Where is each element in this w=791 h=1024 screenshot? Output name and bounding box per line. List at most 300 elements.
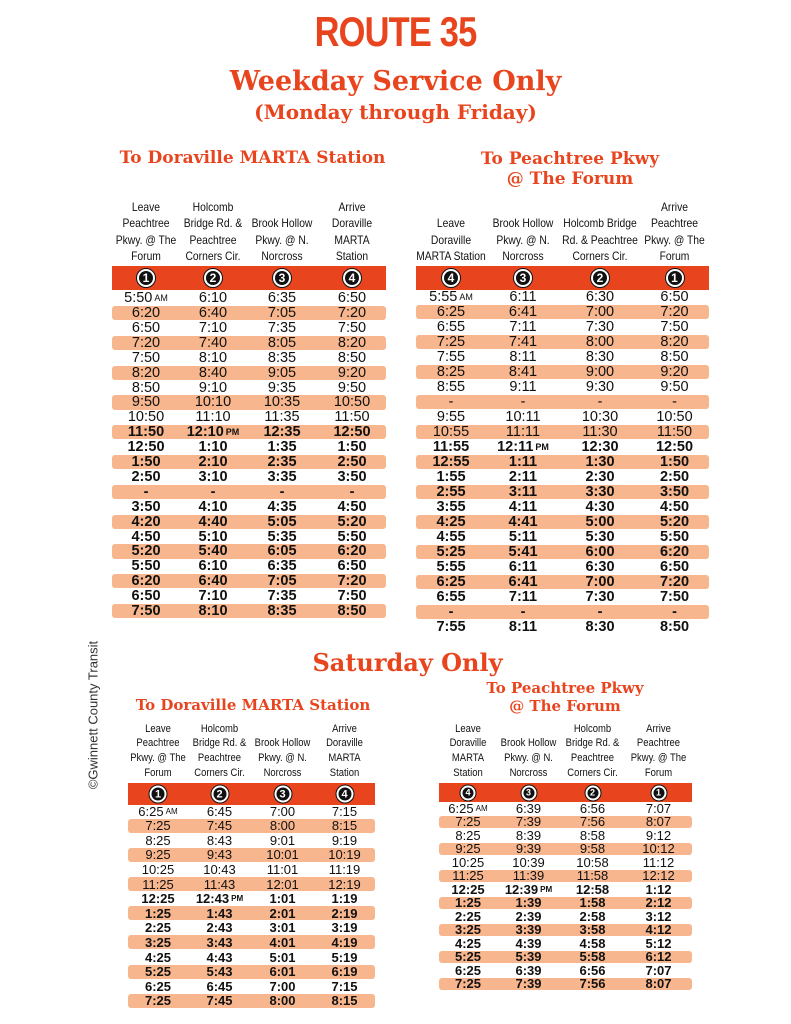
schedule-row	[128, 877, 375, 891]
weekday-heading: Weekday Service Only	[229, 66, 562, 97]
timepoint-bar	[128, 783, 375, 805]
time-cell: 11:19	[328, 861, 361, 877]
time-cell: 9:50	[131, 394, 161, 411]
time-cell: 3:12	[645, 908, 672, 924]
time-cell: 11:50	[334, 409, 370, 426]
schedule-row	[416, 470, 709, 484]
time-cell: 5:20	[659, 514, 690, 531]
time-cell: 5:20	[337, 513, 367, 530]
time-cell: 5:55	[436, 559, 466, 576]
time-cell: 11:58	[576, 868, 609, 884]
time-cell: 1:39	[515, 895, 542, 911]
time-cell: 4:50	[659, 499, 690, 516]
time-cell: 12:50	[333, 424, 371, 441]
time-cell: 5:30	[585, 529, 615, 546]
schedule-row	[416, 380, 709, 394]
time-cell: -	[597, 604, 603, 621]
time-cell: 7:25	[454, 976, 482, 992]
time-cell: 7:10	[198, 319, 228, 336]
timepoint-marker: 1	[650, 784, 667, 801]
time-cell: 8:55	[436, 379, 466, 396]
time-cell: 11:11	[505, 424, 541, 441]
time-cell: 4:50	[337, 498, 367, 515]
time-cell: 7:20	[131, 334, 161, 351]
time-cell: 7:39	[515, 814, 542, 830]
time-cell: 6:55	[436, 319, 466, 336]
timepoint-marker: 3	[513, 268, 533, 288]
time-cell: 6:50	[660, 289, 689, 306]
schedule-row	[112, 544, 386, 558]
time-cell: 9:00	[585, 364, 615, 381]
time-cell: 2:50	[337, 454, 367, 471]
schedule-row	[416, 500, 709, 514]
time-cell: 8:35	[267, 603, 297, 620]
time-cell: 8:50	[131, 379, 161, 396]
time-cell: 7:40	[198, 334, 228, 351]
time-cell: 7:20	[660, 304, 689, 321]
time-cell: 10:30	[581, 409, 619, 426]
schedule-row	[439, 856, 692, 869]
time-cell: 6:20	[131, 573, 161, 590]
schedule-row	[112, 395, 386, 409]
time-cell: 3:39	[515, 922, 542, 938]
schedule-row	[112, 351, 386, 365]
time-cell: 2:30	[585, 469, 615, 486]
time-cell: 4:25	[454, 935, 482, 951]
time-cell: 7:30	[585, 589, 615, 606]
schedule-row	[416, 335, 709, 349]
time-cell: 8:40	[198, 364, 228, 381]
time-cell: 7:55	[436, 619, 466, 636]
time-cell: 9:20	[660, 364, 689, 381]
time-cell: 2:58	[579, 908, 606, 924]
time-cell: 8:25	[436, 364, 466, 381]
time-cell: 3:01	[269, 920, 296, 936]
time-cell: 10:50	[127, 409, 165, 426]
schedule-row	[112, 500, 386, 514]
time-cell: 2:19	[331, 905, 358, 921]
schedule-row	[112, 410, 386, 424]
time-cell: 9:39	[515, 841, 542, 857]
time-cell: 11:01	[266, 861, 299, 877]
time-cell: -	[448, 394, 454, 411]
time-cell: 4:20	[131, 513, 161, 530]
schedule-row	[128, 950, 375, 964]
time-cell: 7:39	[515, 976, 542, 992]
time-cell: 6:19	[331, 964, 358, 980]
time-cell: 4:39	[515, 935, 542, 951]
time-cell: 3:50	[659, 484, 690, 501]
time-cell: 7:30	[585, 319, 615, 336]
weekday-doraville-direction: To Doraville MARTA Station	[119, 148, 386, 168]
time-cell: 5:20	[131, 543, 161, 560]
time-cell: 6:39	[515, 962, 542, 978]
time-cell: 7:15	[331, 803, 358, 819]
ampm-suffix: PM	[540, 884, 553, 894]
time-cell: 10:50	[656, 409, 693, 426]
time-cell: 6:50	[337, 558, 367, 575]
time-cell: 4:55	[436, 529, 466, 546]
time-cell: 6:50	[659, 559, 690, 576]
schedule-row	[128, 804, 375, 818]
schedule-row	[416, 620, 709, 634]
schedule-row	[416, 440, 709, 454]
time-cell: 12:43 PM	[195, 891, 244, 907]
timepoint-marker: 4	[335, 785, 354, 804]
ampm-suffix: AM	[459, 292, 473, 303]
time-cell: -	[279, 483, 285, 500]
column-header: Leave Doraville MARTA Station	[416, 216, 486, 263]
time-cell: 12:39 PM	[504, 881, 553, 897]
time-cell: 3:30	[585, 484, 615, 501]
time-cell: 8:50	[337, 349, 367, 366]
schedule-row	[439, 978, 692, 991]
schedule-row	[128, 979, 375, 993]
time-cell: 4:58	[579, 935, 606, 951]
time-cell: 12:58	[575, 881, 610, 897]
time-cell: 6:11	[508, 559, 538, 576]
time-cell: 12:50	[655, 439, 694, 456]
time-cell: 6:25	[436, 574, 466, 591]
ampm-suffix: AM	[154, 293, 168, 304]
time-cell: 7:45	[206, 993, 233, 1009]
time-cell: 5:50	[337, 528, 367, 545]
time-cell: 2:25	[144, 920, 172, 936]
time-cell: 3:58	[579, 922, 606, 938]
weekday-subheading: (Monday through Friday)	[254, 100, 537, 124]
time-cell: 8:00	[585, 334, 615, 351]
timepoint-marker: 3	[520, 784, 537, 801]
time-cell: 7:00	[585, 304, 615, 321]
column-header: Arrive Peachtree Pkwy. @ The Forum	[630, 722, 687, 780]
time-cell: 6:25	[454, 962, 482, 978]
time-cell: 4:12	[645, 922, 672, 938]
time-cell: 10:43	[203, 861, 236, 877]
schedule-row	[112, 574, 386, 588]
saturday-forum-direction: To Peachtree Pkwy @ The Forum	[486, 679, 644, 715]
time-cell: 4:10	[198, 498, 228, 515]
time-cell: 6:05	[267, 543, 297, 560]
time-cell: 1:19	[331, 891, 358, 907]
time-cell: 6:35	[267, 290, 297, 307]
time-cell: 2:12	[645, 895, 672, 911]
time-cell: 2:55	[436, 484, 466, 501]
time-cell: 7:25	[436, 334, 466, 351]
schedule-row	[416, 560, 709, 574]
time-cell: 8:50	[337, 603, 367, 620]
time-cell: 5:10	[198, 528, 228, 545]
time-cell: 10:10	[194, 394, 232, 411]
column-header: Leave Peachtree Pkwy. @ The Forum	[115, 200, 177, 263]
time-cell: 7:20	[337, 573, 367, 590]
schedule-row	[439, 964, 692, 977]
ampm-suffix: AM	[475, 803, 488, 813]
time-cell: 8:20	[337, 334, 367, 351]
time-cell: 5:05	[267, 513, 297, 530]
schedule-row	[112, 470, 386, 484]
time-cell: 9:11	[509, 379, 537, 396]
time-cell: 7:20	[659, 574, 690, 591]
time-cell: 6:45	[206, 978, 233, 994]
column-header: Holcomb Bridge Rd. & Peachtree Corners Cir.	[562, 216, 638, 263]
time-cell: 4:43	[206, 949, 233, 965]
time-cell: 7:00	[269, 803, 296, 819]
time-cell: 6:30	[585, 559, 615, 576]
route-title: ROUTE 35	[314, 8, 477, 55]
time-cell: 8:35	[267, 349, 297, 366]
time-cell: 5:58	[579, 949, 606, 965]
time-cell: 7:07	[645, 800, 672, 816]
schedule-row	[128, 935, 375, 949]
time-cell: 5:12	[645, 935, 672, 951]
column-header: Leave Doraville MARTA Station	[449, 722, 487, 780]
time-cell: -	[349, 483, 355, 500]
time-cell: 4:40	[198, 513, 228, 530]
schedule-row	[128, 994, 375, 1008]
time-cell: 2:01	[269, 905, 296, 921]
timepoint-bar	[439, 783, 692, 802]
time-cell: 10:19	[328, 847, 361, 863]
timepoint-marker: 4	[441, 268, 461, 288]
time-cell: 8:25	[455, 827, 481, 843]
time-cell: -	[520, 604, 526, 621]
time-cell: 12:50	[127, 439, 165, 456]
time-cell: 6:50	[337, 290, 367, 307]
column-header: Brook Hollow Pkwy. @ N. Norcross	[500, 737, 557, 780]
time-cell: 8:39	[515, 827, 542, 843]
schedule-row	[112, 336, 386, 350]
schedule-row	[416, 605, 709, 619]
time-cell: 11:25	[142, 876, 174, 892]
time-cell: 12:11 PM	[497, 439, 549, 456]
schedule-row	[416, 575, 709, 589]
time-cell: 6:25	[144, 978, 172, 994]
time-cell: 7:05	[267, 305, 297, 322]
timepoint-marker: 4	[460, 784, 477, 801]
schedule-row	[128, 965, 375, 979]
time-cell: 5:43	[206, 964, 233, 980]
ampm-suffix: PM	[231, 894, 244, 904]
timepoint-marker: 4	[342, 268, 362, 288]
time-cell: 5:19	[331, 949, 358, 965]
ampm-suffix: PM	[225, 427, 240, 438]
time-cell: 7:50	[659, 589, 690, 606]
time-cell: 9:50	[660, 379, 689, 396]
time-cell: 4:35	[267, 498, 297, 515]
time-cell: 6:56	[579, 962, 606, 978]
time-cell: 9:25	[145, 847, 171, 863]
time-cell: 8:30	[585, 619, 615, 636]
schedule-row	[416, 410, 709, 424]
time-cell: 10:25	[451, 854, 485, 870]
time-cell: 7:35	[267, 588, 297, 605]
time-cell: 11:55	[432, 439, 470, 456]
time-cell: 1:50	[659, 454, 690, 471]
time-cell: 7:50	[660, 319, 689, 336]
time-cell: 9:43	[206, 847, 233, 863]
time-cell: 11:50	[656, 424, 693, 441]
time-cell: 1:50	[337, 439, 367, 456]
time-cell: 7:56	[579, 976, 606, 992]
time-cell: 5:25	[436, 544, 466, 561]
schedule-row	[439, 883, 692, 896]
time-cell: 7:50	[337, 588, 367, 605]
time-cell: 6:10	[198, 290, 228, 307]
time-cell: 5:01	[269, 949, 296, 965]
time-cell: 5:50	[131, 558, 161, 575]
time-cell: 6:41	[508, 304, 538, 321]
column-header: Holcomb Bridge Rd. & Peachtree Corners Cir.	[565, 722, 620, 780]
time-cell: 3:55	[436, 499, 466, 516]
time-cell: 6:25 AM	[138, 803, 178, 819]
time-cell: 6:41	[508, 574, 538, 591]
schedule-row	[416, 590, 709, 604]
time-cell: 9:19	[331, 832, 358, 848]
time-cell: 9:58	[579, 841, 606, 857]
time-cell: 9:12	[645, 827, 672, 843]
time-cell: -	[672, 604, 677, 621]
time-cell: 7:20	[337, 305, 367, 322]
time-cell: 1:11	[508, 454, 538, 471]
timepoint-marker: 2	[210, 785, 229, 804]
time-cell: 1:43	[206, 905, 233, 921]
time-cell: 9:20	[337, 364, 367, 381]
schedule-row	[128, 892, 375, 906]
schedule-row	[439, 843, 692, 856]
time-cell: 10:12	[642, 841, 675, 857]
schedule-row	[112, 589, 386, 603]
time-cell: 8:50	[660, 349, 689, 366]
schedule-row	[128, 862, 375, 876]
time-cell: 7:11	[508, 589, 538, 606]
time-cell: 9:05	[267, 364, 297, 381]
time-cell: 10:55	[432, 424, 470, 441]
time-cell: 6:40	[198, 305, 228, 322]
time-cell: 6:20	[659, 544, 690, 561]
time-cell: 8:41	[508, 364, 538, 381]
time-cell: 7:05	[267, 573, 297, 590]
schedule-row	[128, 906, 375, 920]
timepoint-marker: 1	[665, 268, 685, 288]
time-cell: 3:50	[337, 468, 367, 485]
ampm-suffix: AM	[165, 806, 178, 816]
time-cell: 6:39	[515, 800, 542, 816]
schedule-row	[128, 848, 375, 862]
timepoint-bar	[416, 266, 709, 290]
timepoint-marker: 2	[590, 268, 610, 288]
copyright-credit: ©Gwinnett County Transit	[85, 640, 101, 790]
time-cell: 8:15	[331, 993, 358, 1009]
time-cell: 3:43	[206, 934, 233, 950]
time-cell: 7:00	[269, 978, 296, 994]
time-cell: 3:25	[454, 922, 482, 938]
time-cell: 6:00	[585, 544, 615, 561]
schedule-row	[439, 870, 692, 883]
time-cell: 1:01	[269, 891, 296, 907]
time-cell: -	[520, 394, 526, 411]
time-cell: 8:30	[585, 349, 615, 366]
schedule-row	[112, 306, 386, 320]
schedule-row	[112, 604, 386, 618]
time-cell: 11:10	[195, 409, 231, 426]
time-cell: 5:11	[508, 529, 538, 546]
time-cell: 3:50	[131, 498, 161, 515]
schedule-row	[416, 425, 709, 439]
time-cell: 4:11	[508, 499, 538, 516]
time-cell: 6:10	[198, 558, 228, 575]
time-cell: 8:05	[267, 334, 297, 351]
time-cell: 6:01	[269, 964, 296, 980]
time-cell: 6:50	[131, 588, 161, 605]
time-cell: 9:10	[198, 379, 228, 396]
time-cell: 4:01	[269, 934, 296, 950]
time-cell: -	[672, 394, 677, 411]
time-cell: 5:39	[515, 949, 542, 965]
time-cell: 7:45	[206, 818, 233, 834]
column-header: Leave Peachtree Pkwy. @ The Forum	[130, 722, 186, 780]
schedule-row	[112, 559, 386, 573]
time-cell: 3:19	[331, 920, 358, 936]
time-cell: 12:12	[642, 868, 675, 884]
time-cell: 5:25	[454, 949, 482, 965]
schedule-row	[112, 440, 386, 454]
schedule-row	[112, 425, 386, 439]
schedule-row	[128, 921, 375, 935]
time-cell: 12:25	[451, 881, 485, 897]
time-cell: 10:35	[263, 394, 301, 411]
time-cell: 7:35	[267, 319, 297, 336]
time-cell: 11:35	[264, 409, 300, 426]
time-cell: 6:12	[645, 949, 672, 965]
time-cell: 9:25	[455, 841, 481, 857]
time-cell: 2:11	[508, 469, 538, 486]
time-cell: 2:50	[131, 468, 161, 485]
schedule-row	[112, 529, 386, 543]
schedule-row	[416, 320, 709, 334]
time-cell: 6:20	[131, 305, 161, 322]
time-cell: 11:50	[127, 424, 165, 441]
time-cell: 7:50	[131, 603, 161, 620]
time-cell: 7:55	[436, 349, 466, 366]
time-cell: 8:10	[198, 603, 228, 620]
time-cell: 5:50 AM	[124, 290, 168, 307]
time-cell: 8:20	[660, 334, 689, 351]
time-cell: 10:50	[333, 394, 371, 411]
time-cell: 7:56	[579, 814, 606, 830]
column-header: Arrive Peachtree Pkwy. @ The Forum	[644, 200, 705, 263]
time-cell: 10:25	[141, 861, 175, 877]
time-cell: 8:15	[331, 818, 358, 834]
time-cell: 8:00	[269, 818, 296, 834]
time-cell: 11:25	[452, 868, 484, 884]
schedule-row	[416, 395, 709, 409]
time-cell: 12:10 PM	[186, 424, 240, 441]
schedule-row	[416, 455, 709, 469]
time-cell: 6:40	[198, 573, 228, 590]
time-cell: 2:43	[206, 920, 233, 936]
time-cell: 6:20	[337, 543, 367, 560]
time-cell: 8:43	[206, 832, 233, 848]
schedule-row	[128, 833, 375, 847]
time-cell: 5:25	[144, 964, 172, 980]
time-cell: 11:12	[642, 854, 675, 870]
time-cell: 6:45	[206, 803, 233, 819]
time-cell: 8:58	[579, 827, 606, 843]
time-cell: 12:25	[141, 891, 175, 907]
time-cell: 2:35	[267, 454, 297, 471]
schedule-row	[128, 819, 375, 833]
column-header: Brook Hollow Pkwy. @ N. Norcross	[492, 216, 554, 263]
